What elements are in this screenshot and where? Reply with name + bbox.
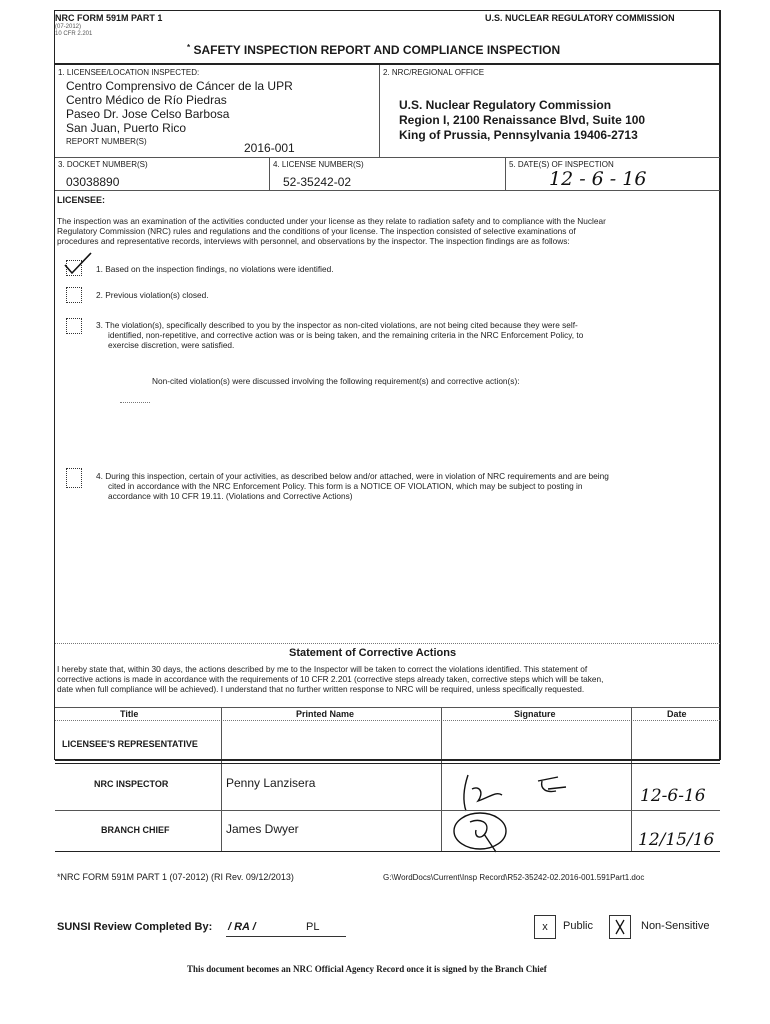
sunsi-initials: PL: [306, 921, 320, 933]
public-checkbox[interactable]: [534, 915, 556, 939]
docket-number: 03038890: [66, 175, 120, 189]
branch-chief-date: 12/15/16: [638, 830, 715, 850]
regional-office-address: [399, 98, 645, 143]
public-label: Public: [563, 920, 593, 932]
office-line: Region I, 2100 Renaissance Blvd, Suite 100: [399, 113, 646, 127]
agency-name: U.S. NUCLEAR REGULATORY COMMISSION: [485, 13, 675, 23]
form-revision: (07-2012): [55, 24, 82, 30]
non-sensitive-checkbox[interactable]: [609, 915, 631, 939]
form-title: * SAFETY INSPECTION REPORT AND COMPLIANCE INSPECTION: [187, 43, 561, 57]
file-path: G:\WordDocs\Current\Insp Record\R52-35242-02.2016-001.591Part1.doc: [383, 873, 645, 882]
finding-4-text: 4. During this inspection, certain of your activities, as described below and/or attached, were in violation of NRC requirements and are being cited in accordance with the NRC Enforcement Policy. This form is a NOTICE OF VIOLATION, which may be subject to posting in accordance with 10 CFR 19.11. (Violations and Corrective Actions): [96, 471, 609, 501]
office-line: King of Prussia, Pennsylvania 19406-2713: [399, 128, 638, 142]
form-revision-footer: *NRC FORM 591M PART 1 (07-2012) (RI Rev. 09/12/2013): [57, 872, 294, 882]
finding-3-text: 3. The violation(s), specifically described to you by the inspector as non-cited violations, are not being cited because they were self- identified, non-repetitive, and corrective action was or is being taken, and the remaining criteria in the NRC Enforcement Policy, to exercise discretion, were satisfied.: [96, 320, 584, 350]
branch-chief-title: BRANCH CHIEF: [101, 825, 170, 835]
license-number: 52-35242-02: [283, 175, 352, 189]
nrc-inspector-title: NRC INSPECTOR: [94, 779, 169, 789]
license-number-label: 4. LICENSE NUMBER(S): [273, 160, 364, 169]
sunsi-review-label: SUNSI Review Completed By:: [57, 921, 213, 933]
licensee-line: Paseo Dr. Jose Celso Barbosa: [66, 107, 230, 121]
office-line: U.S. Nuclear Regulatory Commission: [399, 98, 612, 112]
non-sensitive-label: Non-Sensitive: [641, 920, 710, 932]
form-id: NRC FORM 591M PART 1: [55, 13, 163, 23]
report-number: 2016-001: [244, 141, 295, 155]
col-printed-name-header: Printed Name: [296, 709, 355, 719]
finding-2-text: 2. Previous violation(s) closed.: [96, 290, 209, 300]
nrc-inspector-date: 12-6-16: [640, 786, 706, 806]
corrective-actions-heading: Statement of Corrective Actions: [289, 647, 457, 659]
finding-1-checkbox[interactable]: [66, 260, 82, 276]
sunsi-ra: / RA /: [228, 921, 256, 933]
checkmark-icon: [63, 251, 93, 277]
licensee-location-label: 1. LICENSEE/LOCATION INSPECTED:: [58, 68, 200, 77]
licensee-line: Centro Médico de Río Piedras: [66, 93, 227, 107]
branch-chief-name: James Dwyer: [226, 822, 299, 836]
form-cfr: 10 CFR 2.201: [55, 31, 93, 37]
col-date-header: Date: [667, 709, 687, 719]
finding-2-checkbox[interactable]: [66, 287, 82, 303]
docket-number-label: 3. DOCKET NUMBER(S): [58, 160, 148, 169]
finding-4-checkbox[interactable]: [66, 468, 82, 488]
licensee-address: [66, 79, 293, 135]
inspection-date: 12 - 6 - 16: [549, 168, 647, 190]
licensee-representative-title: LICENSEE'S REPRESENTATIVE: [62, 739, 198, 749]
finding-3-checkbox[interactable]: [66, 318, 82, 334]
nrc-inspector-name: Penny Lanzisera: [226, 776, 316, 790]
check-x-icon: [610, 916, 630, 938]
report-number-label: REPORT NUMBER(S): [66, 137, 147, 146]
regional-office-label: 2. NRC/REGIONAL OFFICE: [383, 68, 485, 77]
col-title-header: Title: [120, 709, 139, 719]
licensee-heading: LICENSEE:: [57, 195, 106, 205]
non-cited-text: Non-cited violation(s) were discussed involving the following requirement(s) and corrective action(s):: [152, 376, 520, 386]
official-record-note: This document becomes an NRC Official Agency Record once it is signed by the Branch Chief: [187, 964, 547, 974]
inspection-date-label: 5. DATE(S) OF INSPECTION: [509, 160, 614, 169]
corrective-actions-statement: I hereby state that, within 30 days, the actions described by me to the Inspector will be taken to correct the violations identified. This statement of corrective actions is made in accordance with the requirements of 10 CFR 2.201 (corrective steps already taken, corrective steps which will be taken, date when full compliance will be achieved). I understand that no further written response to NRC will be required, unless specifically requested.: [57, 664, 604, 694]
licensee-line: Centro Comprensivo de Cáncer de la UPR: [66, 79, 293, 93]
finding-1-text: 1. Based on the inspection findings, no violations were identified.: [96, 264, 334, 274]
inspection-intro: The inspection was an examination of the activities conducted under your license as they relate to radiation safety and to compliance with the Nuclear Regulatory Commission (NRC) rules and regulations and the conditions of your license. The inspection consisted of selective examinations of procedures and representative records, interviews with personnel, and observations by the inspector. The inspection findings are as follows:: [57, 216, 606, 246]
public-mark: x: [542, 921, 548, 933]
col-signature-header: Signature: [514, 709, 556, 719]
licensee-line: San Juan, Puerto Rico: [66, 121, 187, 135]
